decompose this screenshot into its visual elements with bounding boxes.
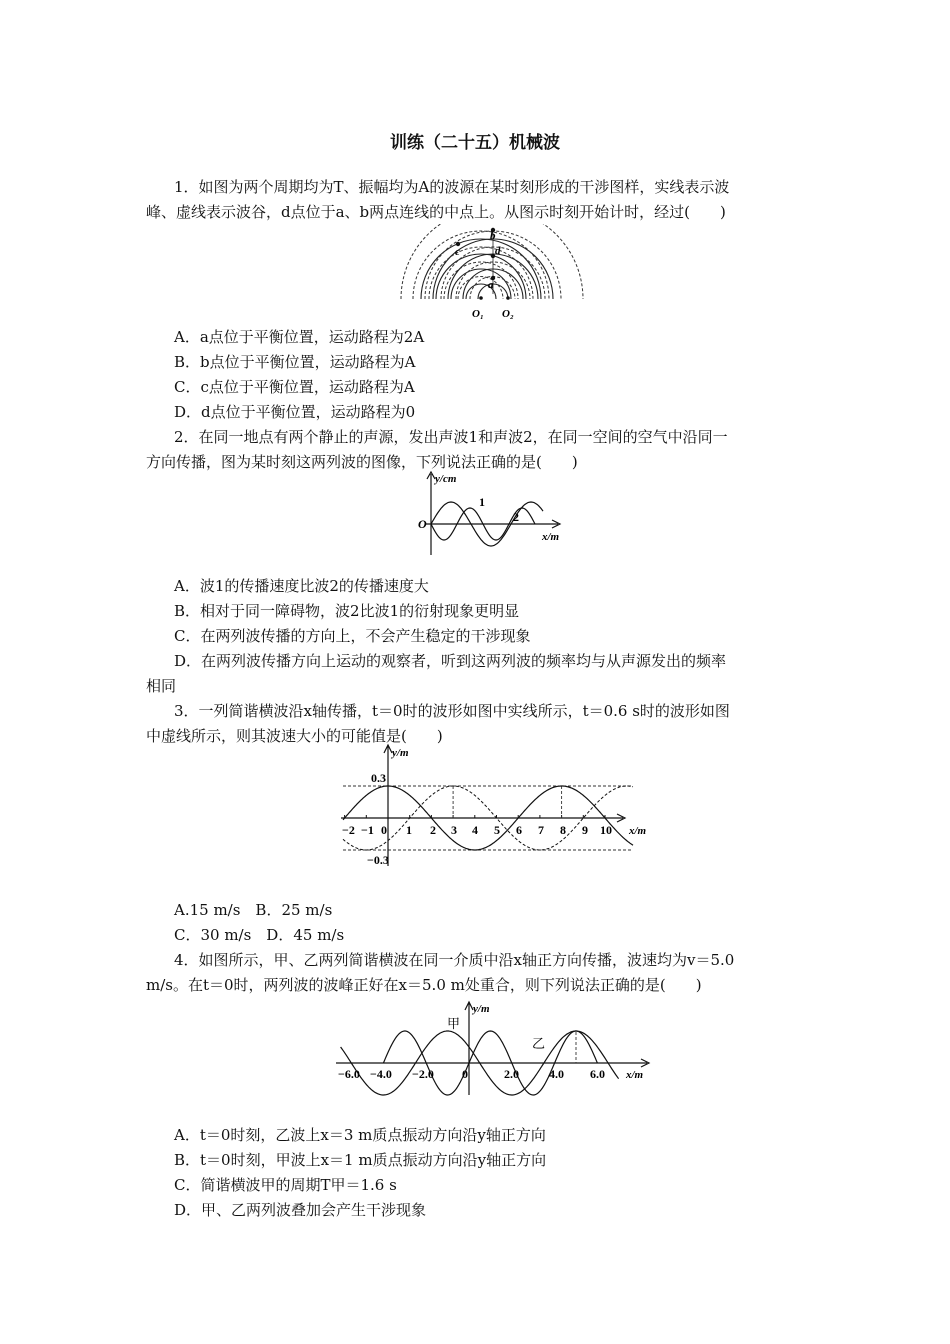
q3-tick-label: 7	[538, 823, 544, 837]
q3-tick-label: 10	[600, 823, 612, 837]
q2-option-b: B．相对于同一障碍物，波2比波1的衍射现象更明显	[174, 602, 520, 620]
q2-option-d: D．在两列波传播方向上运动的观察者，听到这两列波的频率均与从声源发出的频率	[174, 652, 727, 670]
q3-stem-line1: 3．一列简谐横波沿x轴传播，t＝0时的波形如图中实线所示，t＝0.6 s时的波形如图	[174, 702, 730, 720]
q4-tick-label: −2.0	[412, 1067, 434, 1081]
q4-x-label: x/m	[626, 1069, 644, 1081]
q4-tick-label: −4.0	[370, 1067, 392, 1081]
q4-stem-line1: 4．如图所示，甲、乙两列简谐横波在同一介质中沿x轴正方向传播，波速均为v＝5.0	[174, 951, 735, 969]
page-title: 训练（二十五）机械波	[390, 133, 560, 153]
q3-tick-label: 8	[560, 823, 566, 837]
q4-option-c: C．简谐横波甲的周期T甲＝1.6 s	[174, 1176, 397, 1194]
q4-tick-label: 2.0	[504, 1067, 519, 1081]
q4-tick-label: −6.0	[338, 1067, 360, 1081]
q3-top-label: 0.3	[371, 771, 386, 785]
q2-option-a: A．波1的传播速度比波2的传播速度大	[174, 577, 429, 595]
q4-tick-label: 4.0	[549, 1067, 564, 1081]
q3-stem-line2: 中虚线所示，则其波速大小的可能值是( )	[146, 727, 443, 745]
q2-origin-label: O	[418, 517, 427, 531]
q1-option-d: D．d点位于平衡位置，运动路程为0	[174, 403, 416, 421]
q3-tick-label: −2	[342, 823, 355, 837]
q2-x-label: x/m	[542, 531, 560, 543]
q1-interference-figure	[398, 224, 588, 324]
q1-label-o2: O₂	[502, 308, 514, 320]
q4-jia-label: 甲	[447, 1016, 461, 1031]
q4-stem-line2: m/s。在t＝0时，两列波的波峰正好在x＝5.0 m处重合，则下列说法正确的是( )	[146, 976, 702, 994]
q2-option-d-cont: 相同	[146, 677, 177, 695]
q3-wave-figure	[333, 742, 653, 872]
q3-tick-label: 5	[494, 823, 500, 837]
q3-bottom-label: −0.3	[367, 853, 389, 867]
q3-options-row2: C．30 m/s D．45 m/s	[174, 926, 345, 944]
q4-yi-label: 乙	[532, 1036, 546, 1051]
q3-origin-label: 0	[381, 823, 387, 837]
q1-stem-line2: 峰、虚线表示波谷，d点位于a、b两点连线的中点上。从图示时刻开始计时，经过( )	[146, 203, 726, 221]
q3-tick-label: 4	[472, 823, 478, 837]
q3-tick-label: 6	[516, 823, 522, 837]
q3-tick-label: −1	[361, 823, 374, 837]
q1-label-b: b	[490, 230, 496, 242]
q4-option-d: D．甲、乙两列波叠加会产生干涉现象	[174, 1201, 427, 1219]
q1-option-c: C．c点位于平衡位置，运动路程为A	[174, 378, 415, 396]
q2-y-label: y/cm	[435, 473, 457, 485]
q2-wave-1-label: 1	[479, 495, 485, 509]
q4-tick-label: 6.0	[590, 1067, 605, 1081]
q4-y-label: y/m	[473, 1003, 490, 1015]
q2-stem-line1: 2．在同一地点有两个静止的声源，发出声波1和声波2，在同一空间的空气中沿同一	[174, 428, 728, 446]
q3-x-label: x/m	[629, 825, 647, 837]
q1-label-d: d	[495, 245, 501, 257]
q2-wave-2-label: 2	[513, 510, 519, 524]
q3-tick-label: 2	[430, 823, 436, 837]
q4-origin-label: 0	[462, 1067, 468, 1081]
q4-wave-figure	[332, 1000, 662, 1100]
q3-tick-label: 3	[451, 823, 457, 837]
q4-option-b: B．t＝0时刻，甲波上x＝1 m质点振动方向沿y轴正方向	[174, 1151, 547, 1169]
q2-option-c: C．在两列波传播的方向上，不会产生稳定的干涉现象	[174, 627, 531, 645]
q3-tick-label: 1	[406, 823, 412, 837]
q1-label-o1: O₁	[472, 308, 484, 320]
q1-label-a: a	[488, 279, 494, 291]
q1-stem-line1: 1．如图为两个周期均为T、振幅均为A的波源在某时刻形成的干涉图样，实线表示波	[174, 178, 730, 196]
q1-option-a: A．a点位于平衡位置，运动路程为2A	[174, 328, 425, 346]
q2-stem-line2: 方向传播，图为某时刻这两列波的图像，下列说法正确的是( )	[146, 453, 578, 471]
q4-option-a: A．t＝0时刻，乙波上x＝3 m质点振动方向沿y轴正方向	[174, 1126, 546, 1144]
q3-tick-label: 9	[582, 823, 588, 837]
q3-options-row1: A.15 m/s B．25 m/s	[174, 901, 333, 919]
q3-y-label: y/m	[392, 747, 409, 759]
q2-wave-figure	[413, 470, 573, 560]
q1-label-c: c	[455, 246, 460, 258]
q1-option-b: B．b点位于平衡位置，运动路程为A	[174, 353, 416, 371]
